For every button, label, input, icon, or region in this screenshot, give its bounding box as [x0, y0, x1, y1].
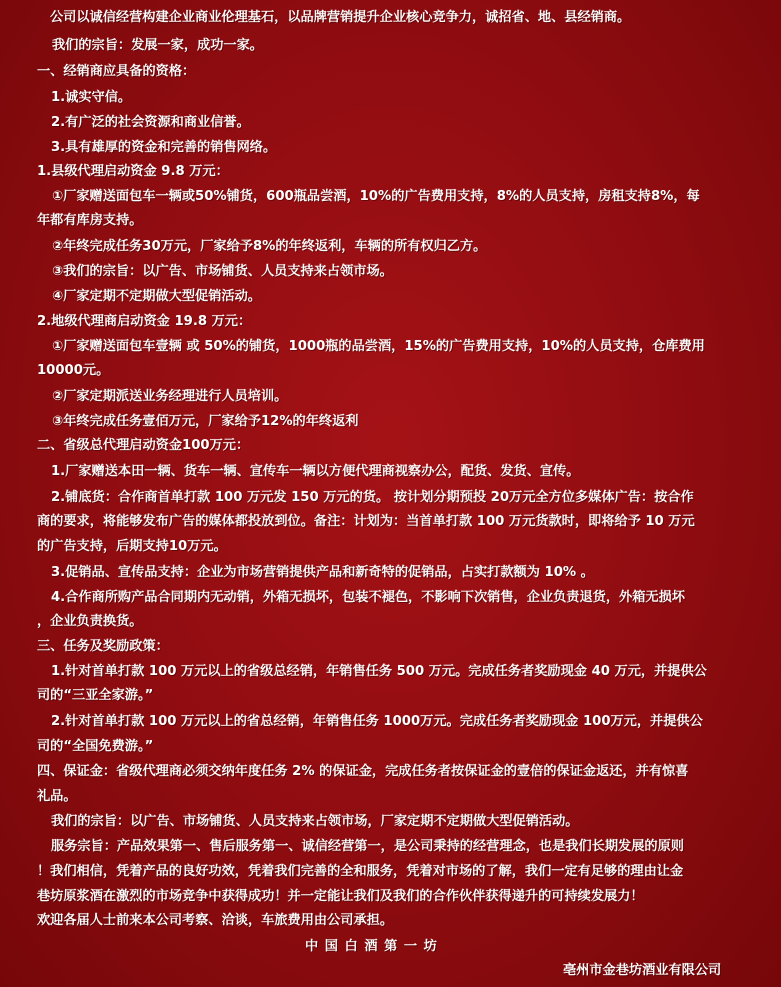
text-line: 2.有广泛的社会资源和商业信誉。 — [51, 115, 250, 130]
section-heading: 一、经销商应具备的资格： — [37, 64, 196, 79]
text-line: 10000元。 — [37, 363, 110, 378]
subsection-heading: 1.县级代理启动资金 9.8 万元： — [37, 164, 229, 179]
text-line: ①厂家赠送面包车一辆或50%铺货，600瓶品尝酒，10%的广告费用支持，8%的人员支持，房租支持8%，每 — [52, 189, 700, 204]
text-line: 2.针对首单打款 100 万元以上的省总经销，年销售任务 1000万元。完成任务者奖励现金 100万元，并提供公 — [51, 714, 703, 729]
company-name: 亳州市金巷坊酒业有限公司 — [563, 963, 722, 978]
text-line: 3.具有雄厚的资金和完善的销售网络。 — [51, 140, 277, 155]
text-line: 商的要求，将能够发布广告的媒体都投放到位。备注：计划为：当首单打款 100 万元货款时，即将给予 10 万元 — [37, 514, 695, 529]
text-line: ①厂家赠送面包车壹辆 或 50%的铺货，1000瓶的品尝酒，15%的广告费用支持，10%的人员支持，仓库费用 — [52, 339, 705, 354]
text-line: 司的“三亚全家游。” — [37, 688, 154, 703]
welcome-line: 欢迎各届人士前来本公司考察、洽谈，车旅费用由公司承担。 — [37, 913, 394, 928]
text-line: 3.促销品、宣传品支持：企业为市场营销提供产品和新奇特的促销品，占实打款额为 10% 。 — [51, 565, 594, 580]
section-heading: 三、任务及奖励政策： — [37, 639, 169, 654]
text-line: ③年终完成任务壹佰万元，厂家给予12%的年终返利 — [52, 414, 359, 429]
text-line: 2.铺底货：合作商首单打款 100 万元发 150 万元的货。 按计划分期预投 20万元全方位多媒体广告：按合作 — [51, 490, 694, 505]
text-line: ！我们相信，凭着产品的良好功效，凭着我们完善的全和服务，凭着对市场的了解，我们一定有足够的理由让金 — [37, 864, 684, 879]
text-line: 4.合作商所购产品合同期内无动销，外箱无损坏，包装不褪色，不影响下次销售，企业负责退货，外箱无损坏 — [51, 590, 685, 605]
text-line: 巷坊原浆酒在激烈的市场竞争中获得成功！并一定能让我们及我们的合作伙伴获得递升的可持续发展力！ — [37, 889, 644, 904]
text-line: 年都有库房支持。 — [37, 213, 143, 228]
text-line: ④厂家定期不定期做大型促销活动。 — [52, 289, 261, 304]
text-line: 礼品。 — [37, 789, 77, 804]
text-line: 1.针对首单打款 100 万元以上的省级总经销，年销售任务 500 万元。完成任务者奖励现金 40 万元，并提供公 — [51, 664, 707, 679]
section-heading: 四、保证金：省级代理商必须交纳年度任务 2% 的保证金，完成任务者按保证金的壹倍的保证金返还，并有惊喜 — [37, 764, 689, 779]
text-line: 1.诚实守信。 — [51, 90, 132, 105]
text-line: ，企业负责换货。 — [37, 614, 143, 629]
text-line: 司的“全国免费游。” — [37, 739, 154, 754]
text-line: ③我们的宗旨：以广告、市场铺货、人员支持来占领市场。 — [52, 264, 393, 279]
text-line: 我们的宗旨：以广告、市场铺货、人员支持来占领市场，厂家定期不定期做大型促销活动。 — [51, 814, 579, 829]
text-line: ②厂家定期派送业务经理进行人员培训。 — [52, 389, 288, 404]
motto-line: 我们的宗旨：发展一家，成功一家。 — [52, 38, 263, 53]
text-line: 的广告支持，后期支持10万元。 — [37, 539, 227, 554]
intro-line: 公司以诚信经营构建企业商业伦理基石，以品牌营销提升企业核心竞争力，诚招省、地、县经销商。 — [50, 10, 631, 25]
text-line: 服务宗旨：产品效果第一、售后服务第一、诚信经营第一，是公司秉持的经营理念，也是我们长期发展的原则 — [51, 839, 684, 854]
text-line: ②年终完成任务30万元，厂家给予8%的年终返利，车辆的所有权归乙方。 — [52, 239, 487, 254]
section-heading: 二、省级总代理启动资金100万元： — [37, 438, 250, 453]
slogan-title: 中 国 白 酒 第 一 坊 — [305, 939, 438, 954]
text-line: 1.厂家赠送本田一辆、货车一辆、宣传车一辆以方便代理商视察办公，配货、发货、宣传。 — [51, 464, 580, 479]
subsection-heading: 2.地级代理商启动资金 19.8 万元： — [37, 314, 252, 329]
